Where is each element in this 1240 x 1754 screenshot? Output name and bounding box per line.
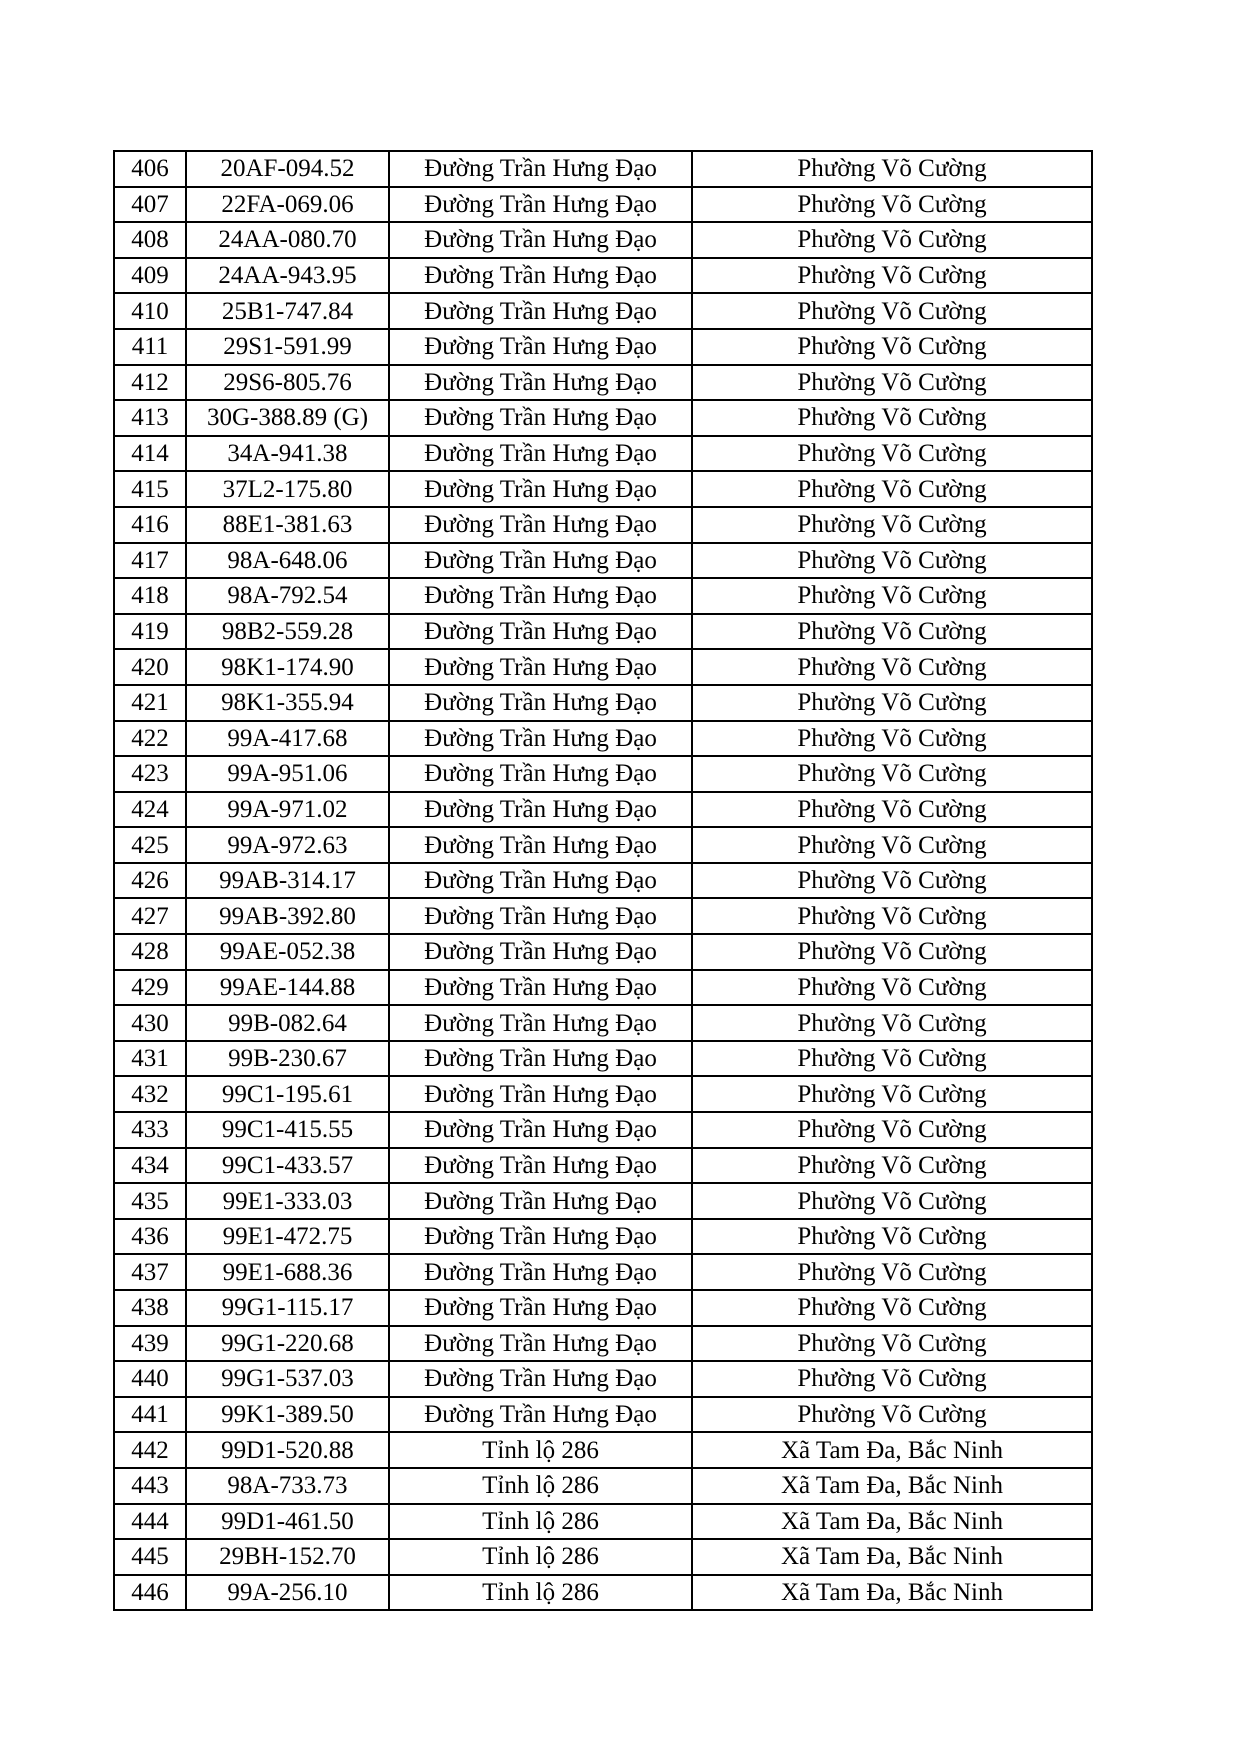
table-row <box>114 1397 1092 1433</box>
row-number-cell: 416 <box>114 507 186 543</box>
table-row <box>114 1539 1092 1575</box>
row-number-cell: 419 <box>114 614 186 650</box>
row-number-cell: 443 <box>114 1468 186 1504</box>
table-row <box>114 756 1092 792</box>
row-number-cell: 408 <box>114 222 186 258</box>
row-number-cell: 446 <box>114 1575 186 1611</box>
ward-cell: Phường Võ Cường <box>692 1254 1092 1290</box>
row-number-cell: 444 <box>114 1504 186 1540</box>
license-plate-cell: 88E1-381.63 <box>186 507 389 543</box>
table-row <box>114 970 1092 1006</box>
ward-cell: Phường Võ Cường <box>692 258 1092 294</box>
location-cell: Đường Trần Hưng Đạo <box>389 1397 692 1433</box>
table-row <box>114 1504 1092 1540</box>
table-row <box>114 329 1092 365</box>
location-cell: Đường Trần Hưng Đạo <box>389 436 692 472</box>
row-number-cell: 438 <box>114 1290 186 1326</box>
location-cell: Đường Trần Hưng Đạo <box>389 1076 692 1112</box>
location-cell: Đường Trần Hưng Đạo <box>389 756 692 792</box>
table-row <box>114 1041 1092 1077</box>
ward-cell: Phường Võ Cường <box>692 151 1092 187</box>
location-cell: Đường Trần Hưng Đạo <box>389 970 692 1006</box>
license-plate-cell: 99D1-461.50 <box>186 1504 389 1540</box>
ward-cell: Phường Võ Cường <box>692 1005 1092 1041</box>
ward-cell: Phường Võ Cường <box>692 436 1092 472</box>
license-plate-cell: 25B1-747.84 <box>186 293 389 329</box>
location-cell: Đường Trần Hưng Đạo <box>389 471 692 507</box>
ward-cell: Phường Võ Cường <box>692 365 1092 401</box>
location-cell: Đường Trần Hưng Đạo <box>389 365 692 401</box>
license-plate-cell: 29S6-805.76 <box>186 365 389 401</box>
location-cell: Đường Trần Hưng Đạo <box>389 863 692 899</box>
row-number-cell: 409 <box>114 258 186 294</box>
row-number-cell: 424 <box>114 792 186 828</box>
row-number-cell: 426 <box>114 863 186 899</box>
table-row <box>114 400 1092 436</box>
ward-cell: Phường Võ Cường <box>692 187 1092 223</box>
license-plate-cell: 98A-733.73 <box>186 1468 389 1504</box>
location-cell: Đường Trần Hưng Đạo <box>389 1041 692 1077</box>
location-cell: Tỉnh lộ 286 <box>389 1539 692 1575</box>
ward-cell: Phường Võ Cường <box>692 970 1092 1006</box>
location-cell: Đường Trần Hưng Đạo <box>389 685 692 721</box>
row-number-cell: 434 <box>114 1148 186 1184</box>
row-number-cell: 417 <box>114 543 186 579</box>
table-row <box>114 649 1092 685</box>
license-plate-cell: 98A-792.54 <box>186 578 389 614</box>
row-number-cell: 414 <box>114 436 186 472</box>
location-cell: Đường Trần Hưng Đạo <box>389 1112 692 1148</box>
ward-cell: Phường Võ Cường <box>692 898 1092 934</box>
location-cell: Đường Trần Hưng Đạo <box>389 1219 692 1255</box>
row-number-cell: 415 <box>114 471 186 507</box>
table-row <box>114 1468 1092 1504</box>
table-row <box>114 614 1092 650</box>
table-row <box>114 1326 1092 1362</box>
ward-cell: Phường Võ Cường <box>692 1290 1092 1326</box>
ward-cell: Phường Võ Cường <box>692 293 1092 329</box>
license-plate-cell: 99E1-688.36 <box>186 1254 389 1290</box>
license-plate-cell: 99A-256.10 <box>186 1575 389 1611</box>
table-row <box>114 293 1092 329</box>
license-plate-cell: 24AA-943.95 <box>186 258 389 294</box>
ward-cell: Phường Võ Cường <box>692 685 1092 721</box>
license-plate-cell: 37L2-175.80 <box>186 471 389 507</box>
table-row <box>114 1432 1092 1468</box>
license-plate-cell: 98B2-559.28 <box>186 614 389 650</box>
location-cell: Đường Trần Hưng Đạo <box>389 1005 692 1041</box>
location-cell: Đường Trần Hưng Đạo <box>389 293 692 329</box>
row-number-cell: 423 <box>114 756 186 792</box>
license-plate-cell: 99G1-115.17 <box>186 1290 389 1326</box>
row-number-cell: 430 <box>114 1005 186 1041</box>
table-row <box>114 1575 1092 1611</box>
location-cell: Đường Trần Hưng Đạo <box>389 1183 692 1219</box>
ward-cell: Phường Võ Cường <box>692 1326 1092 1362</box>
table-row <box>114 151 1092 187</box>
license-plate-cell: 99A-417.68 <box>186 721 389 757</box>
row-number-cell: 406 <box>114 151 186 187</box>
table-row <box>114 1076 1092 1112</box>
license-plate-cell: 99AE-052.38 <box>186 934 389 970</box>
license-plate-cell: 99C1-433.57 <box>186 1148 389 1184</box>
location-cell: Đường Trần Hưng Đạo <box>389 792 692 828</box>
ward-cell: Phường Võ Cường <box>692 1112 1092 1148</box>
license-plate-cell: 99C1-415.55 <box>186 1112 389 1148</box>
license-plate-cell: 98K1-355.94 <box>186 685 389 721</box>
ward-cell: Phường Võ Cường <box>692 1183 1092 1219</box>
location-cell: Tỉnh lộ 286 <box>389 1468 692 1504</box>
ward-cell: Phường Võ Cường <box>692 1076 1092 1112</box>
table-row <box>114 1290 1092 1326</box>
row-number-cell: 407 <box>114 187 186 223</box>
ward-cell: Phường Võ Cường <box>692 507 1092 543</box>
license-plate-cell: 34A-941.38 <box>186 436 389 472</box>
row-number-cell: 433 <box>114 1112 186 1148</box>
ward-cell: Phường Võ Cường <box>692 1041 1092 1077</box>
row-number-cell: 413 <box>114 400 186 436</box>
table-row <box>114 827 1092 863</box>
ward-cell: Phường Võ Cường <box>692 792 1092 828</box>
ward-cell: Phường Võ Cường <box>692 1219 1092 1255</box>
violation-table <box>113 150 1093 1611</box>
row-number-cell: 441 <box>114 1397 186 1433</box>
license-plate-cell: 99C1-195.61 <box>186 1076 389 1112</box>
location-cell: Đường Trần Hưng Đạo <box>389 258 692 294</box>
row-number-cell: 435 <box>114 1183 186 1219</box>
table-row <box>114 792 1092 828</box>
license-plate-cell: 99E1-333.03 <box>186 1183 389 1219</box>
table-row <box>114 543 1092 579</box>
row-number-cell: 436 <box>114 1219 186 1255</box>
ward-cell: Xã Tam Đa, Bắc Ninh <box>692 1504 1092 1540</box>
table-row <box>114 1219 1092 1255</box>
table-row <box>114 187 1092 223</box>
ward-cell: Phường Võ Cường <box>692 329 1092 365</box>
location-cell: Đường Trần Hưng Đạo <box>389 614 692 650</box>
license-plate-cell: 98A-648.06 <box>186 543 389 579</box>
license-plate-cell: 99B-082.64 <box>186 1005 389 1041</box>
license-plate-cell: 99AB-392.80 <box>186 898 389 934</box>
ward-cell: Phường Võ Cường <box>692 649 1092 685</box>
location-cell: Đường Trần Hưng Đạo <box>389 827 692 863</box>
location-cell: Đường Trần Hưng Đạo <box>389 1326 692 1362</box>
license-plate-cell: 99AE-144.88 <box>186 970 389 1006</box>
location-cell: Đường Trần Hưng Đạo <box>389 934 692 970</box>
table-row <box>114 685 1092 721</box>
location-cell: Tỉnh lộ 286 <box>389 1504 692 1540</box>
table-row <box>114 222 1092 258</box>
location-cell: Đường Trần Hưng Đạo <box>389 400 692 436</box>
license-plate-cell: 99K1-389.50 <box>186 1397 389 1433</box>
location-cell: Tỉnh lộ 286 <box>389 1575 692 1611</box>
license-plate-cell: 30G-388.89 (G) <box>186 400 389 436</box>
location-cell: Đường Trần Hưng Đạo <box>389 649 692 685</box>
license-plate-cell: 29BH-152.70 <box>186 1539 389 1575</box>
location-cell: Đường Trần Hưng Đạo <box>389 507 692 543</box>
ward-cell: Phường Võ Cường <box>692 1148 1092 1184</box>
license-plate-cell: 99D1-520.88 <box>186 1432 389 1468</box>
table-row <box>114 365 1092 401</box>
license-plate-cell: 99AB-314.17 <box>186 863 389 899</box>
license-plate-cell: 29S1-591.99 <box>186 329 389 365</box>
table-row <box>114 1005 1092 1041</box>
license-plate-cell: 98K1-174.90 <box>186 649 389 685</box>
row-number-cell: 425 <box>114 827 186 863</box>
ward-cell: Phường Võ Cường <box>692 756 1092 792</box>
table-row <box>114 721 1092 757</box>
location-cell: Đường Trần Hưng Đạo <box>389 187 692 223</box>
license-plate-cell: 99E1-472.75 <box>186 1219 389 1255</box>
location-cell: Tỉnh lộ 286 <box>389 1432 692 1468</box>
location-cell: Đường Trần Hưng Đạo <box>389 1254 692 1290</box>
row-number-cell: 420 <box>114 649 186 685</box>
location-cell: Đường Trần Hưng Đạo <box>389 543 692 579</box>
row-number-cell: 427 <box>114 898 186 934</box>
ward-cell: Phường Võ Cường <box>692 578 1092 614</box>
row-number-cell: 411 <box>114 329 186 365</box>
table-row <box>114 471 1092 507</box>
license-plate-cell: 99A-972.63 <box>186 827 389 863</box>
row-number-cell: 422 <box>114 721 186 757</box>
row-number-cell: 437 <box>114 1254 186 1290</box>
violation-table-body <box>114 151 1092 1610</box>
license-plate-cell: 99A-951.06 <box>186 756 389 792</box>
table-row <box>114 1148 1092 1184</box>
ward-cell: Phường Võ Cường <box>692 863 1092 899</box>
table-row <box>114 507 1092 543</box>
ward-cell: Phường Võ Cường <box>692 1397 1092 1433</box>
ward-cell: Xã Tam Đa, Bắc Ninh <box>692 1468 1092 1504</box>
ward-cell: Phường Võ Cường <box>692 471 1092 507</box>
license-plate-cell: 99A-971.02 <box>186 792 389 828</box>
table-row <box>114 578 1092 614</box>
location-cell: Đường Trần Hưng Đạo <box>389 222 692 258</box>
location-cell: Đường Trần Hưng Đạo <box>389 1148 692 1184</box>
ward-cell: Xã Tam Đa, Bắc Ninh <box>692 1432 1092 1468</box>
table-row <box>114 898 1092 934</box>
row-number-cell: 418 <box>114 578 186 614</box>
location-cell: Đường Trần Hưng Đạo <box>389 329 692 365</box>
location-cell: Đường Trần Hưng Đạo <box>389 578 692 614</box>
row-number-cell: 432 <box>114 1076 186 1112</box>
ward-cell: Phường Võ Cường <box>692 222 1092 258</box>
ward-cell: Phường Võ Cường <box>692 721 1092 757</box>
table-row <box>114 934 1092 970</box>
row-number-cell: 445 <box>114 1539 186 1575</box>
row-number-cell: 410 <box>114 293 186 329</box>
ward-cell: Phường Võ Cường <box>692 400 1092 436</box>
row-number-cell: 440 <box>114 1361 186 1397</box>
row-number-cell: 442 <box>114 1432 186 1468</box>
location-cell: Đường Trần Hưng Đạo <box>389 1290 692 1326</box>
table-row <box>114 863 1092 899</box>
location-cell: Đường Trần Hưng Đạo <box>389 721 692 757</box>
row-number-cell: 429 <box>114 970 186 1006</box>
ward-cell: Xã Tam Đa, Bắc Ninh <box>692 1539 1092 1575</box>
table-row <box>114 1254 1092 1290</box>
table-row <box>114 1361 1092 1397</box>
row-number-cell: 431 <box>114 1041 186 1077</box>
license-plate-cell: 22FA-069.06 <box>186 187 389 223</box>
row-number-cell: 428 <box>114 934 186 970</box>
license-plate-cell: 20AF-094.52 <box>186 151 389 187</box>
license-plate-cell: 99B-230.67 <box>186 1041 389 1077</box>
location-cell: Đường Trần Hưng Đạo <box>389 898 692 934</box>
license-plate-cell: 24AA-080.70 <box>186 222 389 258</box>
location-cell: Đường Trần Hưng Đạo <box>389 1361 692 1397</box>
row-number-cell: 412 <box>114 365 186 401</box>
table-row <box>114 1183 1092 1219</box>
row-number-cell: 439 <box>114 1326 186 1362</box>
ward-cell: Phường Võ Cường <box>692 543 1092 579</box>
row-number-cell: 421 <box>114 685 186 721</box>
ward-cell: Phường Võ Cường <box>692 1361 1092 1397</box>
location-cell: Đường Trần Hưng Đạo <box>389 151 692 187</box>
license-plate-cell: 99G1-220.68 <box>186 1326 389 1362</box>
table-row <box>114 1112 1092 1148</box>
ward-cell: Phường Võ Cường <box>692 827 1092 863</box>
ward-cell: Xã Tam Đa, Bắc Ninh <box>692 1575 1092 1611</box>
ward-cell: Phường Võ Cường <box>692 934 1092 970</box>
table-row <box>114 436 1092 472</box>
ward-cell: Phường Võ Cường <box>692 614 1092 650</box>
table-row <box>114 258 1092 294</box>
license-plate-cell: 99G1-537.03 <box>186 1361 389 1397</box>
